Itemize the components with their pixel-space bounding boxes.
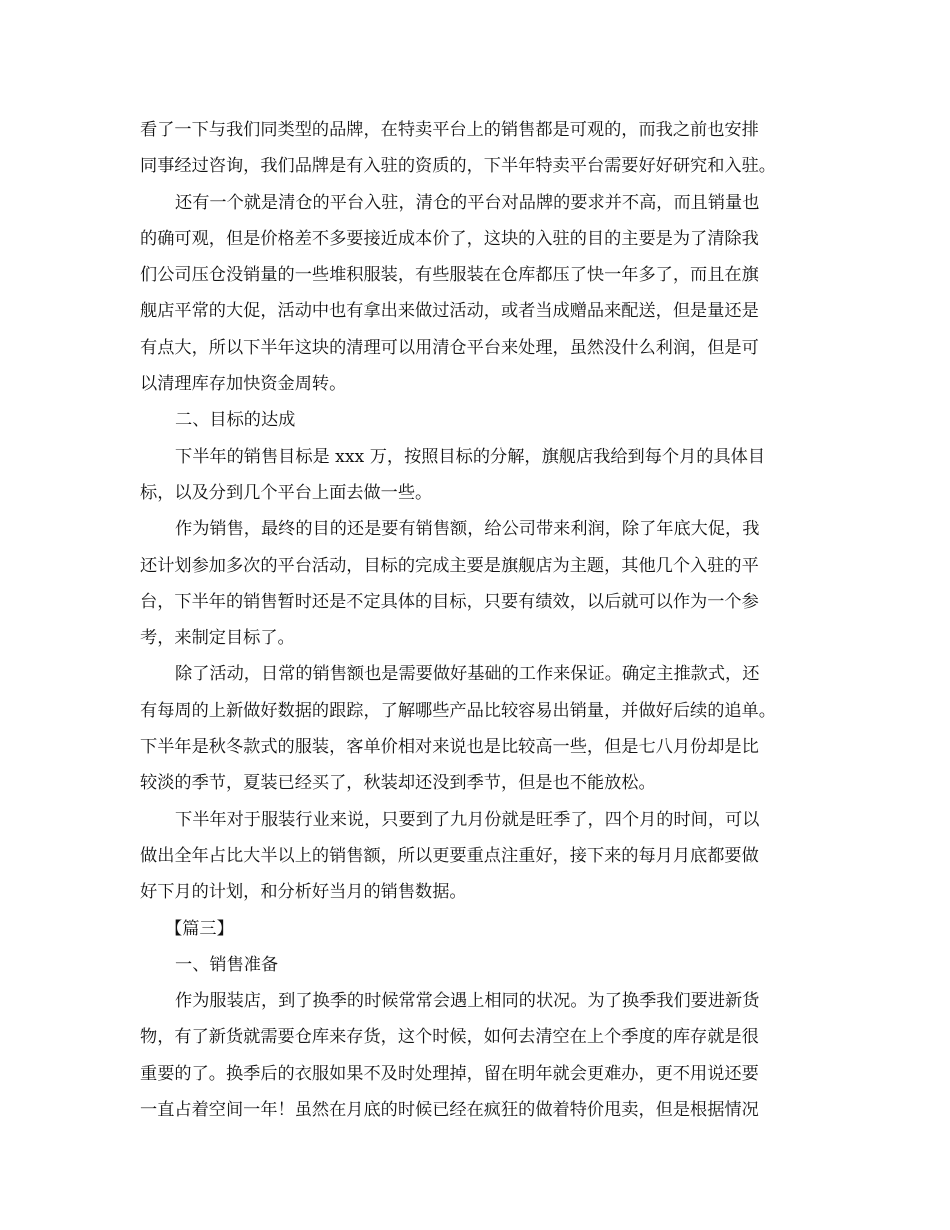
paragraph-start-line: 下半年对于服装行业来说，只要到了九月份就是旺季了，四个月的时间，可以 [175,809,760,830]
body-text-line: 同事经过咨询，我们品牌是有入驻的资质的，下半年特卖平台需要好好研究和入驻。 [140,156,776,177]
paragraph-start-line: 作为服装店，到了换季的时候常常会遇上相同的状况。为了换季我们要进新货 [175,991,760,1012]
body-text-line: 有点大，所以下半年这块的清理可以用清仓平台来处理，虽然没什么利润，但是可 [140,337,759,358]
body-text-line: 做出全年占比大半以上的销售额，所以更要重点注重好，接下来的每月月底都要做 [140,845,759,866]
body-text-line: 物，有了新货就需要仓库来存货，这个时候，如何去清空在上个季度的库存就是很 [140,1027,759,1048]
document-body [140,112,820,1128]
body-text-line: 一直占着空间一年！虽然在月底的时候已经在疯狂的做着特价甩卖，但是根据情况 [140,1100,759,1121]
body-text-line: 重要的了。换季后的衣服如果不及时处理掉，留在明年就会更难办，更不用说还要 [140,1063,759,1084]
body-text-line: 考，来制定目标了。 [140,628,295,649]
paragraph-start-line: 除了活动，日常的销售额也是需要做好基础的工作来保证。确定主推款式，还 [175,664,760,685]
body-text-line: 舰店平常的大促，活动中也有拿出来做过活动，或者当成赠品来配送，但是量还是 [140,301,759,322]
body-text-line: 们公司压仓没销量的一些堆积服装，有些服装在仓库都压了快一年多了，而且在旗 [140,265,759,286]
chapter-heading: 【篇三】 [165,918,234,939]
body-text-line: 下半年是秋冬款式的服装，客单价相对来说也是比较高一些，但是七八月份却是比 [140,737,759,758]
paragraph-start-line: 作为销售，最终的目的还是要有销售额，给公司带来利润，除了年底大促，我 [175,519,760,540]
body-text-line: 较淡的季节，夏装已经买了，秋装却还没到季节，但是也不能放松。 [140,773,656,794]
body-text-line: 看了一下与我们同类型的品牌，在特卖平台上的销售都是可观的，而我之前也安排 [140,120,759,140]
body-text-line: 有每周的上新做好数据的跟踪，了解哪些产品比较容易出销量，并做好后续的追单。 [140,700,776,721]
body-text-line: 好下月的计划，和分析好当月的销售数据。 [140,882,467,903]
body-text-line: 台，下半年的销售暂时还是不定具体的目标，只要有绩效，以后就可以作为一个参 [140,591,759,612]
paragraph-start-line: 下半年的销售目标是 xxx 万，按照目标的分解，旗舰店我给到每个月的具体目 [175,446,766,467]
body-text-line: 还计划参加多次的平台活动，目标的完成主要是旗舰店为主题，其他几个入驻的平 [140,555,759,576]
section-heading: 二、目标的达成 [175,410,296,431]
body-text-line: 标，以及分到几个平台上面去做一些。 [140,482,433,503]
section-heading: 一、销售准备 [175,954,279,975]
body-text-line: 以清理库存加快资金周转。 [140,374,347,395]
paragraph-start-line: 还有一个就是清仓的平台入驻，清仓的平台对品牌的要求并不高，而且销量也 [175,192,760,213]
body-text-line: 的确可观，但是价格差不多要接近成本价了，这块的入驻的目的主要是为了清除我 [140,228,759,249]
